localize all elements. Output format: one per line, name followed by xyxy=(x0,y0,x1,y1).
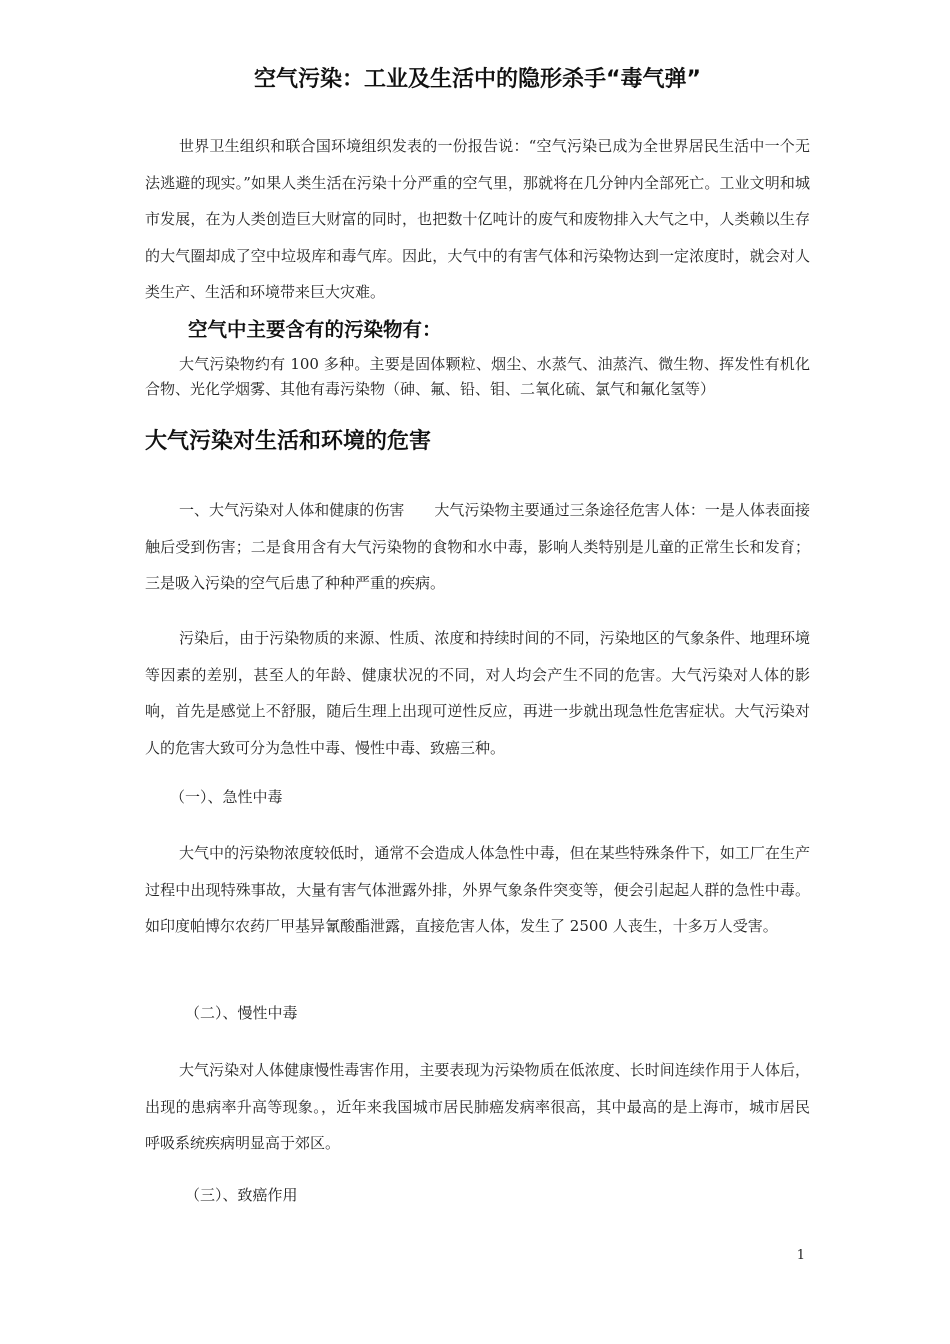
pollutants-heading: 空气中主要含有的污染物有： xyxy=(188,318,442,341)
page-number: 1 xyxy=(796,1248,805,1263)
chronic-poisoning-paragraph: 大气污染对人体健康慢性毒害作用，主要表现为污染物质在低浓度、长时间连续作用于人体后，出现的患病率升高等现象。，近年来我国城市居民肺癌发病率很高，其中最高的是上海市，城市居民呼吸系统疾病明显高于郊区。 xyxy=(145,1061,810,1152)
chronic-poisoning-label: （二）、慢性中毒 xyxy=(185,1004,298,1022)
harm-heading: 大气污染对生活和环境的危害 xyxy=(145,429,432,454)
intro-paragraph: 世界卫生组织和联合国环境组织发表的一份报告说：“空气污染已成为全世界居民生活中一个无法逃避的现实。”如果人类生活在污染十分严重的空气里，那就将在几分钟内全部死亡。工业文明和城市发展，在为人类创造巨大财富的同时，也把数十亿吨计的废气和废物排入大气之中，人类赖以生存的大气圈却成了空中垃圾库和毒气库。因此，大气中的有害气体和污染物达到一定浓度时，就会对人类生产、生活和环境带来巨大灾难。 xyxy=(145,137,810,301)
acute-poisoning-label: （一）、急性中毒 xyxy=(170,788,283,806)
pollutants-paragraph: 大气污染物约有 100 多种。主要是固体颗粒、烟尘、水蒸气、油蒸汽、微生物、挥发性有机化合物、光化学烟雾、其他有毒污染物（砷、氟、铅、钼、二氧化硫、氯气和氟化氢等） xyxy=(145,355,810,398)
carcinogenic-effect-label: （三）、致癌作用 xyxy=(185,1186,298,1204)
health-harm-paragraph: 一、大气污染对人体和健康的伤害 大气污染物主要通过三条途径危害人体：一是人体表面接触后受到伤害；二是食用含有大气污染物的食物和水中毒，影响人类特别是儿童的正常生长和发育；三是吸入污染的空气后患了种种严重的疾病。 xyxy=(145,501,810,592)
after-pollution-paragraph: 污染后，由于污染物质的来源、性质、浓度和持续时间的不同，污染地区的气象条件、地理环境等因素的差别，甚至人的年龄、健康状况的不同，对人均会产生不同的危害。大气污染对人体的影响，首先是感觉上不舒服，随后生理上出现可逆性反应，再进一步就出现急性危害症状。大气污染对人的危害大致可分为急性中毒、慢性中毒、致癌三种。 xyxy=(145,629,810,757)
document-title: 空气污染：工业及生活中的隐形杀手“毒气弹” xyxy=(254,67,701,92)
acute-poisoning-paragraph: 大气中的污染物浓度较低时，通常不会造成人体急性中毒，但在某些特殊条件下，如工厂在生产过程中出现特殊事故，大量有害气体泄露外排，外界气象条件突变等，便会引起起人群的急性中毒。如印度帕博尔农药厂甲基异氰酸酯泄露，直接危害人体，发生了 2500 人丧生，十多万人受害。 xyxy=(145,844,810,935)
